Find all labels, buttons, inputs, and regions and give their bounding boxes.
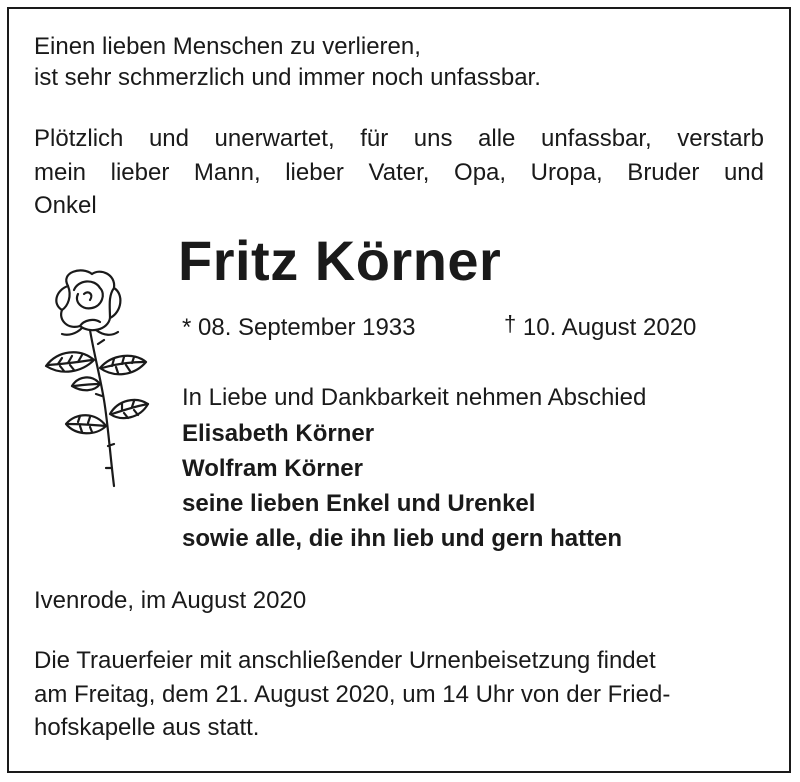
death-date bbox=[504, 313, 696, 343]
mourners-heading: In Liebe und Dankbarkeit nehmen Abschied bbox=[182, 384, 647, 411]
announcement-line-3: Onkel bbox=[34, 192, 97, 219]
birth-date: * 08. September 1933 bbox=[182, 314, 416, 341]
death-cross: † bbox=[504, 311, 517, 336]
intro-line-2: ist sehr schmerzlich und immer noch unfassbar. bbox=[34, 64, 541, 91]
intro-line-1: Einen lieben Menschen zu verlieren, bbox=[34, 33, 421, 60]
mourner-name: Wolfram Körner bbox=[182, 455, 363, 482]
deceased-name: Fritz Körner bbox=[178, 229, 502, 292]
rose-icon bbox=[38, 264, 168, 490]
ceremony-line-1: Die Trauerfeier mit anschließender Urnenbeisetzung findet bbox=[34, 647, 656, 674]
mourner-name: sowie alle, die ihn lieb und gern hatten bbox=[182, 525, 623, 552]
ceremony-line-3: hofskapelle aus statt. bbox=[34, 714, 260, 741]
ceremony-line-2: am Freitag, dem 21. August 2020, um 14 Uhr von der Fried- bbox=[34, 681, 671, 708]
mourner-name: Elisabeth Körner bbox=[182, 420, 375, 447]
death-date-value: 10. August 2020 bbox=[522, 314, 697, 341]
place-date: Ivenrode, im August 2020 bbox=[34, 587, 307, 614]
announcement-line-2: mein lieber Mann, lieber Vater, Opa, Uropa, Bruder und bbox=[34, 159, 764, 186]
announcement-line-1: Plötzlich und unerwartet, für uns alle unfassbar, verstarb bbox=[34, 125, 764, 152]
mourner-name: seine lieben Enkel und Urenkel bbox=[182, 490, 536, 517]
